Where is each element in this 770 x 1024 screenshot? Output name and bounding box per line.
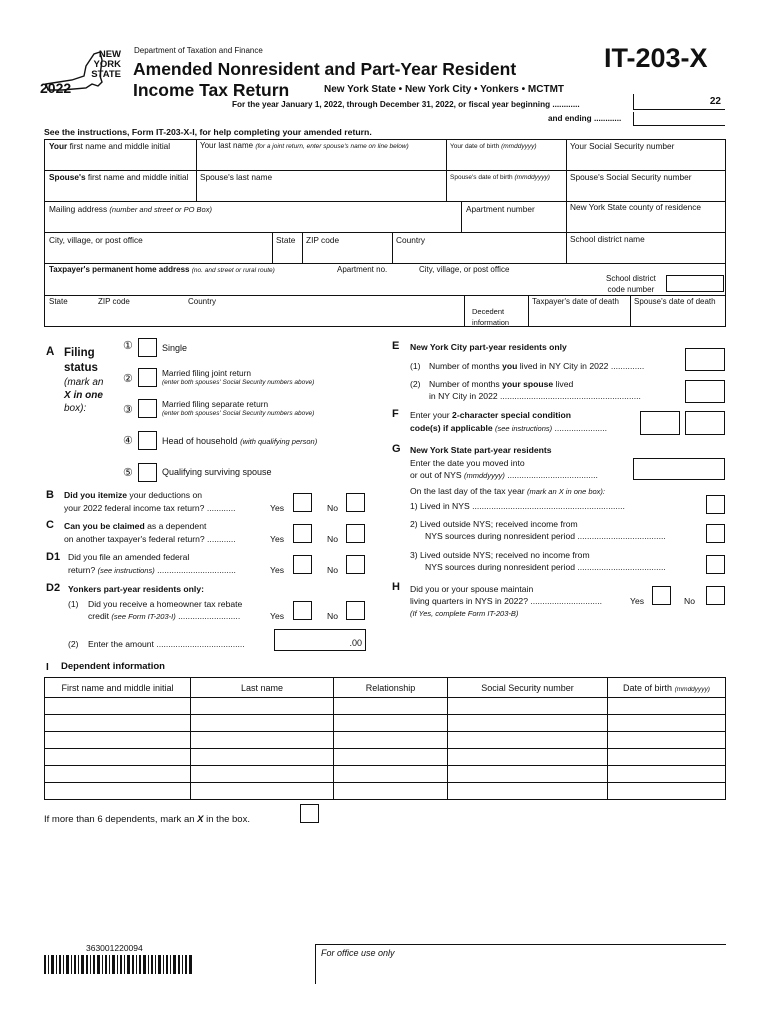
dependent-dob-cell[interactable] <box>608 732 726 749</box>
dependent-ssn-cell[interactable] <box>448 698 608 715</box>
b-yes-checkbox[interactable] <box>293 493 312 512</box>
form-title-line1: Amended Nonresident and Part-Year Resident <box>133 59 517 79</box>
zip-field[interactable]: ZIP code <box>306 235 340 245</box>
item-d2-title: Yonkers part-year residents only: <box>68 584 204 594</box>
item-g2-line1: 2) Lived outside NYS; received income from <box>410 519 578 529</box>
h-no-checkbox[interactable] <box>706 586 725 605</box>
nyc-months-you-field[interactable] <box>685 348 725 371</box>
no-label: No <box>684 596 695 606</box>
dependent-dob-cell[interactable] <box>608 749 726 766</box>
item-g-line1: Enter the date you moved into <box>410 458 525 468</box>
yes-label: Yes <box>270 503 285 513</box>
option-number: ④ <box>123 435 133 447</box>
logo-line: STATE <box>91 69 121 80</box>
department-name: Department of Taxation and Finance <box>134 46 263 55</box>
state-field[interactable]: State <box>276 235 296 245</box>
taxpayer-info-grid <box>44 139 726 327</box>
head-of-household-checkbox[interactable] <box>138 431 157 450</box>
filing-status-title: Filing status <box>64 347 98 374</box>
dependent-last-name-cell[interactable] <box>191 732 334 749</box>
married-joint-checkbox[interactable] <box>138 368 157 387</box>
d1-yes-checkbox[interactable] <box>293 555 312 574</box>
cents-suffix: .00 <box>349 638 362 648</box>
spouse-last-name-field[interactable]: Spouse's last name <box>200 172 273 182</box>
item-b-line2: your 2022 federal income tax return? ............ <box>64 503 236 513</box>
office-use-box <box>315 944 726 984</box>
item-g2-line2: NYS sources during nonresident period ..................................... <box>425 531 666 541</box>
item-d1-line2: return? (see instructions) ................................. <box>68 565 236 575</box>
perm-zip-field[interactable]: ZIP code <box>98 297 130 306</box>
yes-label: Yes <box>270 611 285 621</box>
instructions-note: See the instructions, Form IT-203-X-I, for help completing your amended return. <box>44 127 372 137</box>
fiscal-year-suffix: 22 <box>709 96 721 107</box>
nys-logo <box>40 44 130 96</box>
country-field[interactable]: Country <box>396 235 426 245</box>
option-label: Head of household (with qualifying person) <box>162 436 318 446</box>
dependents-header-row <box>45 678 726 698</box>
dependent-ssn-cell[interactable] <box>448 749 608 766</box>
form-number: IT-203-X <box>604 43 708 73</box>
dependent-relationship-cell[interactable] <box>334 715 448 732</box>
dob-field[interactable]: Your date of birth (mmddyyyy) <box>450 143 537 150</box>
option-number: ③ <box>123 404 133 416</box>
item-e1-num: (1) <box>410 361 421 371</box>
g3-checkbox[interactable] <box>706 555 725 574</box>
no-label: No <box>327 503 338 513</box>
item-e2-num: (2) <box>410 379 421 389</box>
item-h-line1: Did you or your spouse maintain <box>410 584 534 594</box>
item-f-line2: code(s) if applicable (see instructions) ...................... <box>410 423 608 433</box>
item-e2-text: Number of months your spouse lived <box>429 379 574 389</box>
dependent-dob-cell[interactable] <box>608 783 726 800</box>
fiscal-year-end-field[interactable] <box>633 112 725 126</box>
first-name-field[interactable]: Your first name and middle initial <box>49 141 171 151</box>
yes-label: Yes <box>270 534 285 544</box>
dependent-relationship-cell[interactable] <box>334 698 448 715</box>
table-row <box>45 698 726 715</box>
item-d2-2-num: (2) <box>68 639 79 649</box>
col-ssn: Social Security number <box>448 678 608 698</box>
col-relationship: Relationship <box>334 678 448 698</box>
dependent-last-name-cell[interactable] <box>191 749 334 766</box>
option-number: ⑤ <box>123 467 133 479</box>
logo-wordmark <box>91 50 121 80</box>
barcode-icon <box>44 955 194 974</box>
dependent-first-name-cell[interactable] <box>45 715 191 732</box>
ending-label: and ending ............ <box>548 114 622 123</box>
table-row <box>45 749 726 766</box>
qualifying-spouse-checkbox[interactable] <box>138 463 157 482</box>
option-label: Qualifying surviving spouse <box>162 467 272 477</box>
taxpayer-death-field[interactable]: Taxpayer's date of death <box>532 297 619 306</box>
no-label: No <box>327 611 338 621</box>
perm-country-field[interactable]: Country <box>188 297 217 306</box>
yes-label: Yes <box>630 596 645 606</box>
option-label: Single <box>162 343 188 353</box>
barcode-number: 363001220094 <box>86 943 143 953</box>
dependent-relationship-cell[interactable] <box>334 749 448 766</box>
item-b-line1: Did you itemize your deductions on <box>64 490 203 500</box>
moved-date-field[interactable] <box>633 458 725 480</box>
h-yes-checkbox[interactable] <box>652 586 671 605</box>
item-b-letter: B <box>46 489 54 501</box>
item-h-line2: living quarters in NYS in 2022? .............................. <box>410 596 603 606</box>
dependents-title: Dependent information <box>61 661 165 672</box>
dependent-relationship-cell[interactable] <box>334 783 448 800</box>
col-last-name: Last name <box>191 678 334 698</box>
item-g1-text: 1) Lived in NYS ................................................................ <box>410 501 625 511</box>
dependent-last-name-cell[interactable] <box>191 783 334 800</box>
logo-line: NEW <box>98 49 121 60</box>
dependent-first-name-cell[interactable] <box>45 698 191 715</box>
city-field[interactable]: City, village, or post office <box>49 235 143 245</box>
spouse-ssn-field[interactable]: Spouse's Social Security number <box>570 172 692 182</box>
item-d2-2-text: Enter the amount ..................................... <box>88 639 245 649</box>
item-a-letter: A <box>46 346 55 358</box>
school-district-field[interactable]: School district name <box>570 234 645 244</box>
no-label: No <box>327 565 338 575</box>
mailing-address-field[interactable]: Mailing address (number and street or PO Box) <box>49 204 212 214</box>
dependent-first-name-cell[interactable] <box>45 766 191 783</box>
last-name-field[interactable]: Your last name (for a joint return, enter spouse's name on line below) <box>200 141 409 150</box>
tax-period-label: For the year January 1, 2022, through December 31, 2022, or fiscal year beginning ............ <box>232 100 580 109</box>
single-checkbox[interactable] <box>138 338 157 357</box>
dependent-ssn-cell[interactable] <box>448 715 608 732</box>
item-d1-line1: Did you file an amended federal <box>68 552 190 562</box>
special-condition-code-2[interactable] <box>685 411 725 435</box>
married-separate-checkbox[interactable] <box>138 399 157 418</box>
col-first-name: First name and middle initial <box>45 678 191 698</box>
more-dependents-text: If more than 6 dependents, mark an X in the box. <box>44 814 250 825</box>
c-yes-checkbox[interactable] <box>293 524 312 543</box>
decedent-label: Decedent information <box>472 307 510 327</box>
item-c-line2: on another taxpayer's federal return? ............ <box>64 534 236 544</box>
perm-city-field[interactable]: City, village, or post office <box>419 265 510 274</box>
item-d2-1-line1: Did you receive a homeowner tax rebate <box>88 599 243 609</box>
perm-apt-field[interactable]: Apartment no. <box>337 265 388 274</box>
item-d2-1-line2: credit (see Form IT-203-I) .......................... <box>88 611 241 621</box>
permanent-address-field[interactable]: Taxpayer's permanent home address (no. and street or rural route) <box>49 265 275 274</box>
item-f-letter: F <box>392 408 399 420</box>
option-label: Married filing separate return <box>162 399 269 409</box>
dependent-dob-cell[interactable] <box>608 698 726 715</box>
item-h-note: (If Yes, complete Form IT-203-B) <box>410 609 519 618</box>
perm-state-field[interactable]: State <box>49 297 68 306</box>
item-e-letter: E <box>392 340 400 352</box>
dependent-first-name-cell[interactable] <box>45 749 191 766</box>
g2-checkbox[interactable] <box>706 524 725 543</box>
item-d2-letter: D2 <box>46 582 61 594</box>
dependent-dob-cell[interactable] <box>608 715 726 732</box>
item-c-line1: Can you be claimed as a dependent <box>64 521 207 531</box>
dependent-last-name-cell[interactable] <box>191 715 334 732</box>
no-label: No <box>327 534 338 544</box>
special-condition-code-1[interactable] <box>640 411 680 435</box>
county-field[interactable]: New York State county of residence <box>570 202 701 212</box>
table-row <box>45 732 726 749</box>
dependent-last-name-cell[interactable] <box>191 766 334 783</box>
option-sublabel: (enter both spouses' Social Security numbers above) <box>162 379 315 386</box>
item-g-last-day: On the last day of the tax year (mark an X in one box): <box>410 486 605 496</box>
yes-label: Yes <box>270 565 285 575</box>
rebate-amount-field[interactable] <box>274 629 366 651</box>
item-g-line2: or out of NYS (mmddyyyy) ...................................... <box>410 470 598 480</box>
option-label: Married filing joint return <box>162 368 251 378</box>
office-use-label: For office use only <box>321 948 395 958</box>
dependent-first-name-cell[interactable] <box>45 732 191 749</box>
item-f-line1: Enter your 2-character special condition <box>410 410 571 420</box>
dependents-table <box>44 677 726 800</box>
dependent-relationship-cell[interactable] <box>334 732 448 749</box>
item-d2-1-num: (1) <box>68 599 79 609</box>
apartment-number-field[interactable]: Apartment number <box>466 204 535 214</box>
school-district-code-label: School district code number <box>606 274 656 294</box>
item-g-title: New York State part-year residents <box>410 445 552 455</box>
dependent-ssn-cell[interactable] <box>448 766 608 783</box>
table-row <box>45 715 726 732</box>
nyc-months-spouse-field[interactable] <box>685 380 725 403</box>
item-i-letter: I <box>46 662 49 673</box>
option-number: ① <box>123 340 133 352</box>
dependent-relationship-cell[interactable] <box>334 766 448 783</box>
logo-line: YORK <box>93 59 121 70</box>
item-e1-text: Number of months you lived in NY City in 2022 .............. <box>429 361 645 371</box>
school-district-code-input[interactable] <box>666 275 724 292</box>
filing-status-note: (mark an X in one box): <box>64 377 104 414</box>
table-row <box>45 783 726 800</box>
tax-year: 2022 <box>40 80 72 96</box>
dependent-ssn-cell[interactable] <box>448 732 608 749</box>
d2-no-checkbox[interactable] <box>346 601 365 620</box>
ssn-field[interactable]: Your Social Security number <box>570 141 675 151</box>
dependent-dob-cell[interactable] <box>608 766 726 783</box>
option-number: ② <box>123 373 133 385</box>
d1-no-checkbox[interactable] <box>346 555 365 574</box>
item-g3-line1: 3) Lived outside NYS; received no income from <box>410 550 590 560</box>
fiscal-year-begin-field[interactable] <box>633 94 725 110</box>
c-no-checkbox[interactable] <box>346 524 365 543</box>
table-row <box>45 766 726 783</box>
dependent-first-name-cell[interactable] <box>45 783 191 800</box>
more-dependents-checkbox[interactable] <box>300 804 319 823</box>
item-g-letter: G <box>392 443 401 455</box>
b-no-checkbox[interactable] <box>346 493 365 512</box>
form-title-line2: Income Tax Return <box>133 80 290 100</box>
item-g3-line2: NYS sources during nonresident period ..................................... <box>425 562 666 572</box>
dependent-last-name-cell[interactable] <box>191 698 334 715</box>
spouse-dob-field[interactable]: Spouse's date of birth (mmddyyyy) <box>450 174 550 181</box>
item-d1-letter: D1 <box>46 551 61 563</box>
item-h-letter: H <box>392 581 400 593</box>
d2-yes-checkbox[interactable] <box>293 601 312 620</box>
spouse-death-field[interactable]: Spouse's date of death <box>634 297 716 306</box>
item-e2-line2: in NY City in 2022 ........................................................... <box>429 391 641 401</box>
g1-checkbox[interactable] <box>706 495 725 514</box>
item-c-letter: C <box>46 519 54 531</box>
col-dob: Date of birth (mmddyyyy) <box>608 678 726 698</box>
item-e-title: New York City part-year residents only <box>410 342 567 352</box>
dependent-ssn-cell[interactable] <box>448 783 608 800</box>
jurisdictions: New York State • New York City • Yonkers • MCTMT <box>324 84 565 95</box>
option-sublabel: (enter both spouses' Social Security numbers above) <box>162 410 315 417</box>
spouse-first-name-field[interactable]: Spouse's first name and middle initial <box>49 172 189 182</box>
